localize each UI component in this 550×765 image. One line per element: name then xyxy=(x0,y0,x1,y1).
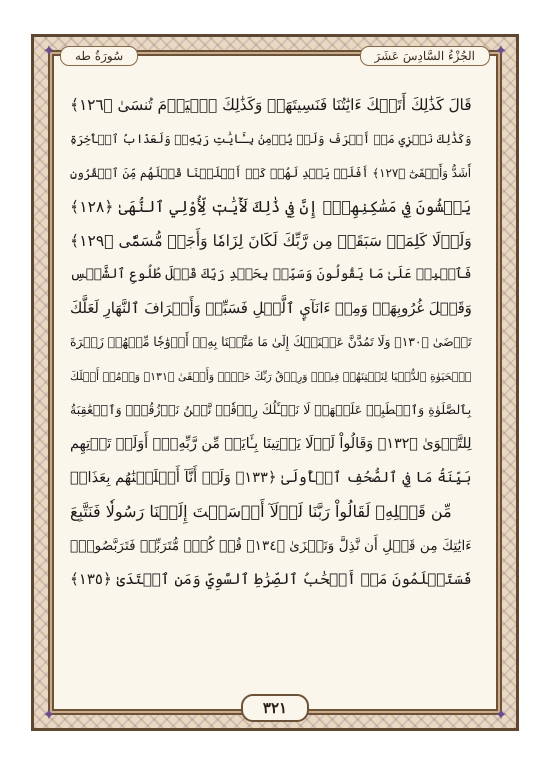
page-number: ٣٢١ xyxy=(241,694,309,722)
corner-ornament-icon: ✦ xyxy=(42,705,56,724)
surah-name: سُورَةُ طه xyxy=(60,46,138,66)
corner-ornament-icon: ✦ xyxy=(42,41,56,60)
verse-lines xyxy=(70,88,480,596)
page-header xyxy=(60,44,490,68)
corner-ornament-icon: ✦ xyxy=(494,41,508,60)
corner-ornament-icon: ✦ xyxy=(494,705,508,724)
text-line: فَٱصۡبِرۡ عَلَىٰ مَا يَقُولُونَ وَسَبِّحۡ بِحَمۡدِ رَبِّكَ قَبۡلَ طُلُوعِ ٱلشَّمۡسِ xyxy=(70,266,472,282)
text-line: فَسَتَعۡلَمُونَ مَنۡ أَصۡحَٰبُ ٱلصِّرَٰطِ ٱلسَّوِيِّ وَمَنِ ٱهۡتَدَىٰ ﴿١٣٥﴾ xyxy=(70,570,472,589)
text-line: قَالَ كَذَٰلِكَ أَتَتۡكَ ءَايَٰتُنَا فَنَسِيتَهَاۖ وَكَذَٰلِكَ ٱلۡيَوۡمَ تُنسَىٰ ﴿١٢٦﴾ xyxy=(70,95,472,114)
juz-name: الجُزْءُ السَّادِسَ عَشَرَ xyxy=(360,46,490,66)
text-line: وَلَوۡلَا كَلِمَةٞ سَبَقَتۡ مِن رَّبِّكَ لَكَانَ لِزَامٗا وَأَجَلٞ مُّسَمّٗى ﴿١٢٩﴾ xyxy=(70,231,472,250)
text-line: بَيِّنَةُ مَا فِي ٱلصُّحُفِ ٱلۡأُولَىٰ ﴿١٣٣﴾ وَلَوۡ أَنَّآ أَهۡلَكۡنَٰهُم بِعَذَابٖ xyxy=(70,469,472,487)
text-line: ءَايَٰتِكَ مِن قَبۡلِ أَن نَّذِلَّ وَنَخۡزَىٰ ﴿١٣٤﴾ قُلۡ كُلّٞ مُّتَرَبِّصٞ فَتَرَبَّصُواْۖ xyxy=(70,537,472,554)
text-line: تَرۡضَىٰ ﴿١٣٠﴾ وَلَا تَمُدَّنَّ عَيۡنَيۡكَ إِلَىٰ مَا مَتَّعۡنَا بِهِۦٓ أَزۡوَٰجٗا مِّنۡهُمۡ زَهۡرَةَ xyxy=(70,335,472,350)
text-line: وَكَذَٰلِكَ نَجۡزِي مَنۡ أَسۡرَفَ وَلَمۡ يُؤۡمِنۢ بِـَٔايَٰتِ رَبِّهِۦۚ وَلَعَذَابُ ٱلۡأٓخِرَةِ xyxy=(70,131,472,146)
text-line: بِٱلصَّلَوٰةِ وَٱصۡطَبِرۡ عَلَيۡهَاۖ لَا نَسۡـَٔلُكَ رِزۡقٗاۖ نَّحۡنُ نَرۡزُقُكَۗ وَٱلۡعَٰقِبَةُ xyxy=(70,402,472,418)
text-line: ٱلۡحَيَوٰةِ ٱلدُّنۡيَا لِنَفۡتِنَهُمۡ فِيهِۚ وَرِزۡقُ رَبِّكَ خَيۡرٞ وَأَبۡقَىٰ ﴿١٣١﴾ وَأۡمُرۡ أَهۡلَكَ xyxy=(70,369,472,383)
page-footer xyxy=(0,694,550,722)
text-line: مِّن قَبۡلِهِۦ لَقَالُواْ رَبَّنَا لَوۡلَآ أَرۡسَلۡتَ إِلَيۡنَا رَسُولٗا فَنَتَّبِعَ xyxy=(70,502,452,522)
text-line: يَمۡشُونَ فِي مَسَٰكِنِهِمۡۚ إِنَّ فِي ذَٰلِكَ لَأٓيَٰتٖ لِّأُوْلِي ٱلنُّهَىٰ ﴿١٢٨﴾ xyxy=(70,197,472,217)
text-line: أَشَدُّ وَأَبۡقَىٰٓ ﴿١٢٧﴾ أَفَلَمۡ يَهۡدِ لَهُمۡ كَمۡ أَهۡلَكۡنَا قَبۡلَهُم مِّنَ ٱلۡقُرُونِ xyxy=(70,165,472,180)
text-line: لِلتَّقۡوَىٰ ﴿١٣٢﴾ وَقَالُواْ لَوۡلَا يَأۡتِينَا بِـَٔايَةٖ مِّن رَّبِّهِۦٓۚ أَوَلَمۡ تَأۡتِهِم xyxy=(70,435,472,452)
text-line: وَقَبۡلَ غُرُوبِهَاۖ وَمِنۡ ءَانَآيِٕ ٱلَّيۡلِ فَسَبِّحۡ وَأَطۡرَافَ ٱلنَّهَارِ لَعَلَّكَ xyxy=(70,299,472,317)
